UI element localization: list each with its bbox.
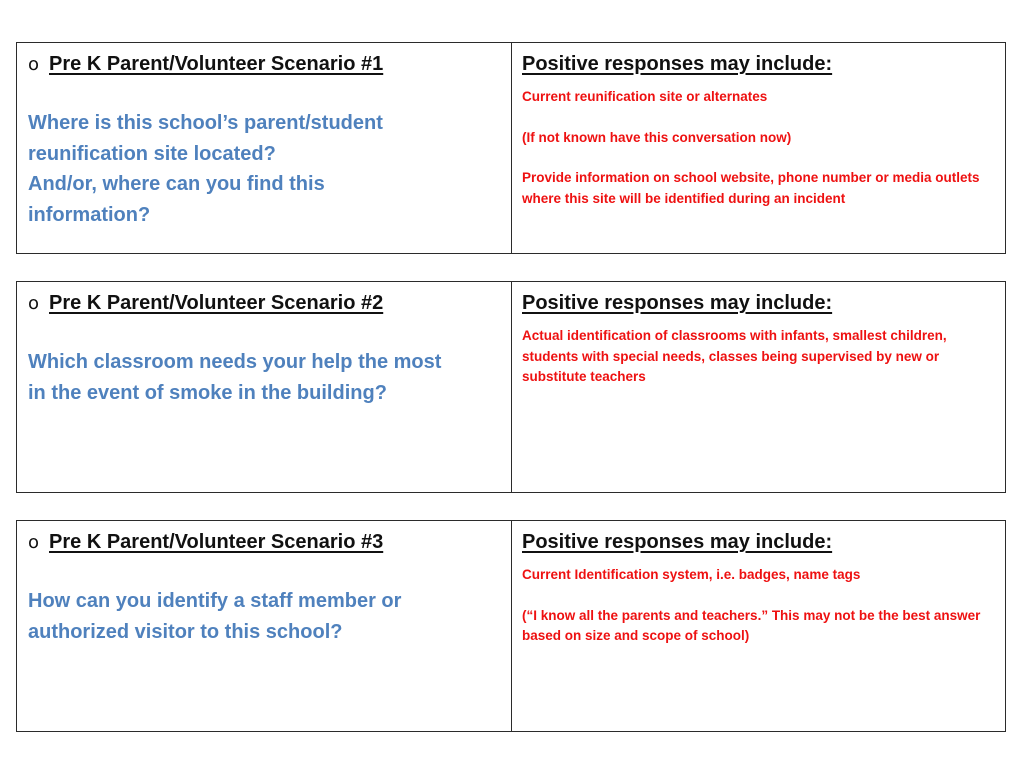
question-line: authorized visitor to this school? <box>28 620 343 643</box>
response-list <box>522 87 993 209</box>
scenario-title: Pre K Parent/Volunteer Scenario #1 <box>49 53 384 75</box>
response-heading: Positive responses may include: <box>522 53 833 75</box>
scenario-question-cell <box>17 521 512 731</box>
scenario-card-2 <box>16 281 1006 493</box>
question-line: in the event of smoke in the building? <box>28 381 387 404</box>
scenario-question <box>28 108 499 230</box>
question-line: reunification site located? <box>28 142 276 165</box>
question-line: Which classroom needs your help the most <box>28 351 442 373</box>
scenario-response-cell <box>512 282 1005 492</box>
scenario-question-cell <box>17 43 512 253</box>
response-heading: Positive responses may include: <box>522 531 833 553</box>
response-heading: Positive responses may include: <box>522 292 833 314</box>
response-item: (If not known have this conversation now) <box>522 129 792 145</box>
response-item: Provide information on school website, phone number or media outlets where this site will be identified during an incident <box>522 170 980 206</box>
scenario-card-1 <box>16 42 1006 254</box>
question-line: How can you identify a staff member or <box>28 590 402 612</box>
scenario-title: Pre K Parent/Volunteer Scenario #3 <box>49 531 384 553</box>
scenario-question <box>28 347 499 408</box>
question-line: information? <box>28 203 151 226</box>
scenario-response-cell <box>512 43 1005 253</box>
scenario-heading <box>28 529 499 556</box>
response-item: Current Identification system, i.e. badges, name tags <box>522 567 861 582</box>
bullet-icon: o <box>28 54 40 75</box>
scenario-title: Pre K Parent/Volunteer Scenario #2 <box>49 292 384 314</box>
response-list <box>522 565 993 647</box>
scenario-question <box>28 586 499 647</box>
response-list <box>522 326 993 388</box>
scenario-heading <box>28 290 499 317</box>
bullet-icon: o <box>28 532 40 553</box>
scenario-card-3 <box>16 520 1006 732</box>
question-line: Where is this school’s parent/student <box>28 112 383 134</box>
scenario-question-cell <box>17 282 512 492</box>
response-item: Actual identification of classrooms with infants, smallest children, students with special needs, classes being supervised by new or substitute teachers <box>522 328 947 384</box>
bullet-icon: o <box>28 293 40 314</box>
response-item: Current reunification site or alternates <box>522 89 768 104</box>
response-item: (“I know all the parents and teachers.” This may not be the best answer based on size and scope of school) <box>522 607 981 643</box>
scenario-heading <box>28 51 499 78</box>
question-line: And/or, where can you find this <box>28 173 325 195</box>
scenario-response-cell <box>512 521 1005 731</box>
